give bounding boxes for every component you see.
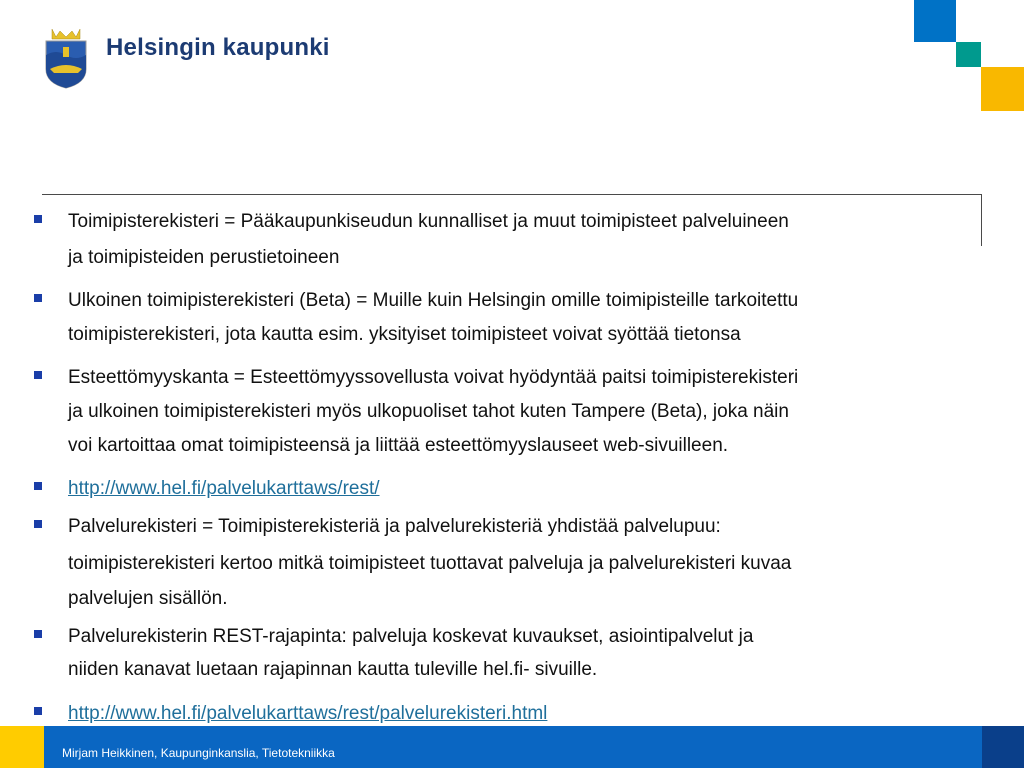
accent-square-yellow (981, 67, 1024, 111)
rest-api-link[interactable]: http://www.hel.fi/palvelukarttaws/rest/ (68, 478, 380, 499)
footer-bar (0, 726, 1024, 768)
bullet-text: ja toimipisteiden perustietoineen (68, 247, 340, 268)
bullet-marker (34, 630, 42, 638)
footer-accent-left (0, 726, 44, 768)
footer-text: Mirjam Heikkinen, Kaupunginkanslia, Tietotekniikka (62, 746, 335, 760)
helsinki-crest-icon (42, 25, 90, 89)
bullet-marker (34, 371, 42, 379)
bullet-text: voi kartoittaa omat toimipisteensä ja liittää esteettömyyslauseet web-sivuilleen. (68, 435, 729, 456)
bullet-marker (34, 707, 42, 715)
bullet-marker (34, 215, 42, 223)
bullet-text: ja ulkoinen toimipisterekisteri myös ulkopuoliset tahot kuten Tampere (Beta), joka näin (68, 401, 789, 422)
bullet-text: Palvelurekisterin REST-rajapinta: palveluja koskevat kuvaukset, asiointipalvelut ja (68, 626, 754, 647)
palvelurekisteri-link[interactable]: http://www.hel.fi/palvelukarttaws/rest/palvelurekisteri.html (68, 703, 548, 724)
footer-accent-right (982, 726, 1024, 768)
bullet-marker (34, 294, 42, 302)
bullet-text: toimipisterekisteri kertoo mitkä toimipisteet tuottavat palveluja ja palvelurekisteri kuvaa (68, 553, 792, 574)
bullet-text: Ulkoinen toimipisterekisteri (Beta) = Muille kuin Helsingin omille toimipisteille tarkoitettu (68, 290, 799, 311)
accent-square-teal (956, 42, 981, 67)
bullet-marker (34, 482, 42, 490)
bullet-text: toimipisterekisteri, jota kautta esim. yksityiset toimipisteet voivat syöttää tietonsa (68, 324, 741, 345)
bullet-text: Palvelurekisteri = Toimipisterekisteriä ja palvelurekisteriä yhdistää palvelupuu: (68, 516, 721, 537)
accent-square-blue (914, 0, 956, 42)
bullet-text: palvelujen sisällön. (68, 588, 228, 609)
org-name: Helsingin kaupunki (106, 34, 330, 61)
bullet-text: Toimipisterekisteri = Pääkaupunkiseudun kunnalliset ja muut toimipisteet palveluineen (68, 211, 789, 232)
bullet-text: niiden kanavat luetaan rajapinnan kautta tuleville hel.fi- sivuille. (68, 659, 598, 680)
bullet-text: Esteettömyyskanta = Esteettömyyssovellusta voivat hyödyntää paitsi toimipisterekisteri (68, 367, 799, 388)
bullet-marker (34, 520, 42, 528)
header-divider-vertical (981, 194, 982, 246)
header-divider (42, 194, 982, 195)
